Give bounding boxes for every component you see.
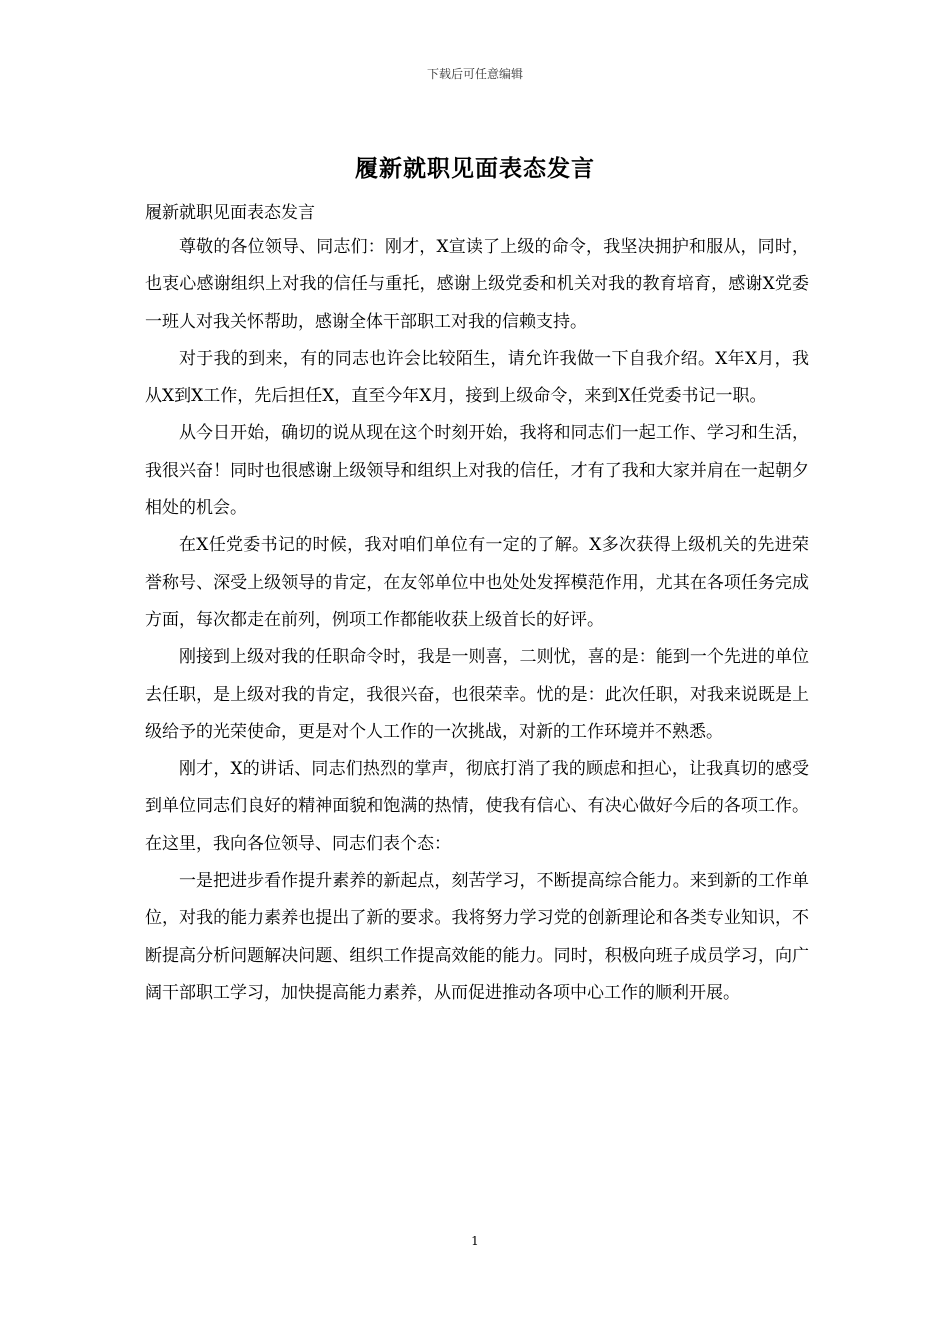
page-number: 1 [471,1234,479,1248]
document-title: 履新就职见面表态发言 [355,155,595,182]
paragraph-joy-and-worry: 刚接到上级对我的任职命令时，我是一则喜，二则忧，喜的是：能到一个先进的单位去任职，是上级对我的肯定，我很兴奋，也很荣幸。忧的是：此次任职，对我来说既是上级给予的光荣使命，更是对个人工作的一次挑战，对新的工作环境并不熟悉。 [145,647,809,742]
paragraph-greeting: 尊敬的各位领导、同志们：刚才，X宣读了上级的命令，我坚决拥护和服从，同时，也衷心感谢组织上对我的信任与重托，感谢上级党委和机关对我的教育培育，感谢X党委一班人对我关怀帮助，感谢全体干部职工对我的信赖支持。 [145,237,809,332]
paragraph-point-one: 一是把进步看作提升素养的新起点，刻苦学习，不断提高综合能力。来到新的工作单位，对我的能力素养也提出了新的要求。我将努力学习党的创新理论和各类专业知识，不断提高分析问题解决问题、组织工作提高效能的能力。同时，积极向班子成员学习，向广阔干部职工学习，加快提高能力素养，从而促进推动各项中心工作的顺利开展。 [145,871,809,1003]
paragraph-commitment: 刚才，X的讲话、同志们热烈的掌声，彻底打消了我的顾虑和担心，让我真切的感受到单位同志们良好的精神面貌和饱满的热情，使我有信心、有决心做好今后的各项工作。在这里，我向各位领导、同志们表个态： [145,759,809,854]
document-body [145,197,809,1012]
paragraph-starting-today: 从今日开始，确切的说从现在这个时刻开始，我将和同志们一起工作、学习和生活，我很兴奋！同时也很感谢上级领导和组织上对我的信任，才有了我和大家并肩在一起朝夕相处的机会。 [145,423,809,519]
paragraph-self-introduction: 对于我的到来，有的同志也许会比较陌生，请允许我做一下自我介绍。X年X月，我从X到X工作，先后担任X，直至今年X月，接到上级命令，来到X任党委书记一职。 [145,348,809,407]
document-subtitle: 履新就职见面表态发言 [145,203,315,223]
paragraph-unit-understanding: 在X任党委书记的时候，我对咱们单位有一定的了解。X多次获得上级机关的先进荣誉称号、深受上级领导的肯定，在友邻单位中也处处发挥模范作用，尤其在各项任务完成方面，每次都走在前列，例项工作都能收获上级首长的好评。 [145,535,809,630]
page-header-note: 下载后可任意编辑 [426,67,523,81]
